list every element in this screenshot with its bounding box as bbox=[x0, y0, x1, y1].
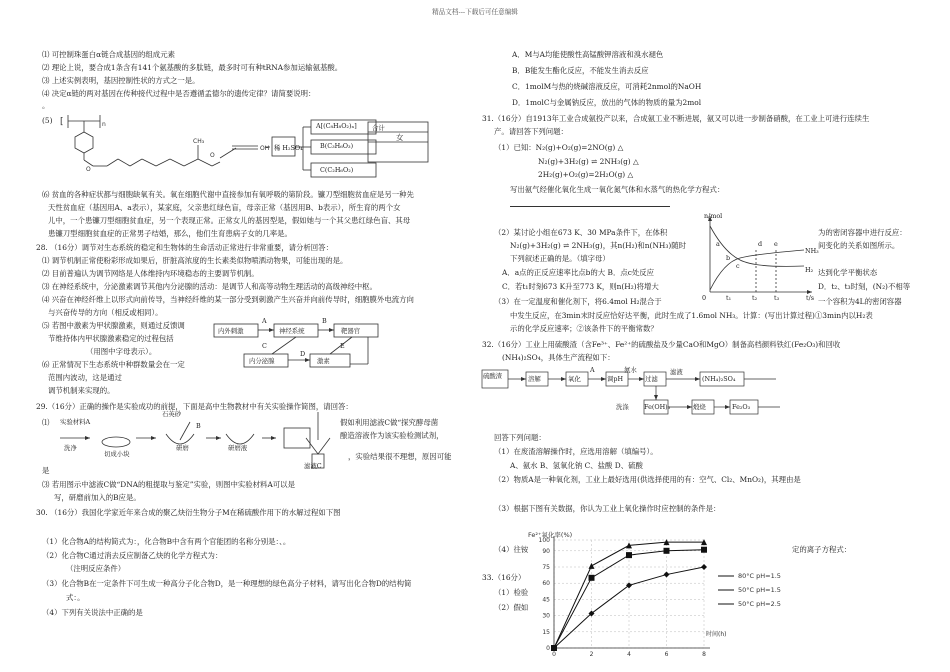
series-1-point-4 bbox=[701, 547, 707, 553]
flow-node-7: (NH₄)₂SO₄ bbox=[702, 375, 736, 383]
scheme-product-a: A[(C₈H₈O₂)ₙ] bbox=[316, 122, 357, 130]
scheme-product-b: B(C₃H₆O₃) bbox=[320, 142, 354, 150]
diagram-label-d: D bbox=[300, 350, 306, 358]
ammonia-graph bbox=[700, 212, 816, 304]
y-tick-label-2: 30 bbox=[542, 612, 550, 620]
series-line-2 bbox=[554, 567, 704, 648]
q32-1: （1）在废渣溶解操作时，应选用溶解（填编号）。 bbox=[494, 447, 658, 456]
q31-3a: （3）在一定温度和催化剂下，将6.4mol H₂混合于 bbox=[494, 297, 662, 306]
q31-2-opt-ab: A．a点的正反应速率比点b的大 B．点c处反应 bbox=[502, 268, 655, 277]
diagram-label-e: E bbox=[340, 342, 345, 350]
flow-reagent-a: A bbox=[590, 366, 595, 374]
q29-title: 29.（16分）正确的操作是实验成功的前提，下面是高中生物教材中有关实验操作简图，请回答： bbox=[36, 402, 353, 411]
q31-title: 31.（16分）自1913年工业合成氨投产以来，合成氨工业不断进展，氨又可以进一步制备硝酸，在工业上可进行连续生 bbox=[482, 114, 870, 123]
diagram-box-4: 内分泌腺 bbox=[249, 357, 275, 365]
flow-node-4: 调pH bbox=[607, 375, 624, 383]
series-1-point-2 bbox=[626, 552, 632, 558]
q31-1d: 写出氨气经催化氧化生成一氧化氮气体和水蒸气的热化学方程式： bbox=[510, 185, 725, 194]
x-tick-label-1: 2 bbox=[589, 651, 594, 658]
q32-4b: 定的离子方程式： bbox=[792, 545, 852, 554]
series-1-point-1 bbox=[589, 575, 595, 581]
q33-2: （2）假如 bbox=[494, 603, 529, 612]
y-tick-label-0: 0 bbox=[546, 645, 550, 652]
series-2-point-3 bbox=[664, 572, 670, 578]
fig-step1: 实验材料A bbox=[60, 418, 91, 426]
q28-2: ⑵ 目前普遍认为调节网络是人体维持内环境稳态的主要调节机制。 bbox=[42, 269, 259, 278]
q31-3b: 中发生反应，在3min末时反应恰好达平衡，此时生成了1.6mol NH₃。计算：(写出计算过程)①3min内以H₂表 bbox=[510, 311, 873, 320]
y-tick-label-4: 60 bbox=[542, 580, 550, 588]
q31-1b: N₂(g)+3H₂(g) ⇌ 2NH₃(g) △ bbox=[538, 157, 639, 166]
fig-step2: 切成小块 bbox=[104, 450, 130, 458]
graph-tick-t3: t₃ bbox=[774, 294, 780, 302]
q30-2: （2）化合物C通过消去反应制备乙炔的化学方程式为： bbox=[42, 551, 223, 560]
legend-label-0: 80°C pH=1.5 bbox=[738, 572, 781, 580]
flow-reagent-ammonia: 氨水 bbox=[624, 366, 637, 374]
graph-pt-a: a bbox=[716, 240, 720, 248]
q31-1a: （1）已知：N₂(g)+O₂(g)=2NO(g) △ bbox=[494, 143, 624, 152]
q27-line3: ⑶ 上述实例表明，基因控制性状的方式之一是。 bbox=[42, 76, 200, 85]
q28-4: ⑷ 兴奋在神经纤维上以形式向前传导，当神经纤维的某一部分受到刺激产生兴奋并向前传导时，细胞膜外电流方向 bbox=[42, 295, 414, 304]
q29-3b: 写，研磨前加入的B应是。 bbox=[54, 493, 141, 502]
y-tick-label-3: 45 bbox=[542, 596, 550, 604]
q29-1: ⑴ bbox=[42, 418, 50, 427]
q31-side2: 间变化的关系如图所示。 bbox=[818, 241, 900, 250]
graph-curve-h2: H₂ bbox=[805, 266, 814, 274]
flow-node-2: 溶解 bbox=[528, 375, 541, 383]
q29-side1: 假如利用滤液C做“探究酵母菌 bbox=[340, 418, 439, 427]
fig-step1b: 洗净 bbox=[64, 444, 77, 452]
q30-3: （3）化合物B在一定条件下可生成一种高分子化合物D，是一种理想的绿色高分子材料，请写出化合物D的结构简 bbox=[42, 579, 412, 588]
svg-text:CH₃: CH₃ bbox=[193, 138, 205, 145]
fig-step5: 滤液C bbox=[304, 462, 322, 470]
x-axis-label: 时间(h) bbox=[706, 631, 727, 638]
q32-3: （3）根据下图有关数据，你认为工业上氧化操作时应控制的条件是： bbox=[494, 504, 721, 513]
diagram-label-b: B bbox=[322, 317, 327, 325]
flow-node-9: 煅烧 bbox=[693, 403, 706, 411]
fig-step3b: 研磨 bbox=[176, 444, 189, 452]
q28-3: ⑶ 在神经系统中，分泌激素调节其他内分泌腺的活动：是调节人和高等动物生理活动的高级神经中枢。 bbox=[42, 282, 377, 291]
flow-node-11: 洗涤 bbox=[616, 403, 629, 411]
flow-node-3: 氧化 bbox=[568, 375, 581, 383]
q29-3: ⑶ 若用图示中滤液C做“DNA的粗提取与鉴定”实验，则图中实验材料A可以是 bbox=[42, 480, 295, 489]
q27-line4: ⑷ 决定α链的两对基因在传种接代过程中是否遵循孟德尔的遗传定律？请简要说明： bbox=[42, 89, 316, 98]
flow-node-6: 滤液 bbox=[670, 368, 683, 376]
q31-2b: N₂(g)+3H₂(g) ⇌ 2NH₃(g)，其n(H₂)和n(NH₃)随时 bbox=[510, 241, 686, 250]
y-tick-label-7: 100 bbox=[538, 537, 550, 544]
graph-curve-nh3: NH₃ bbox=[805, 247, 819, 255]
q32-title: 32.（16分）工业上用硫酸渣（含Fe³⁺、Fe²⁺的硫酸盐及少量CaO和MgO）制备高档颜料铁红(Fe₂O₃)和回收 bbox=[482, 340, 841, 349]
diagram-box-5: 激素 bbox=[317, 357, 330, 365]
q28-6: ⑹ 正常情况下生态系统中种群数量会在一定 bbox=[42, 360, 185, 369]
experiment-figure bbox=[56, 410, 336, 470]
q30-title: 30. （16分）我国化学家近年来合成的聚乙炔衍生物分子M在稀硫酸作用下的水解过程如下图 bbox=[36, 508, 341, 517]
legend-label-2: 50°C pH=2.5 bbox=[738, 600, 781, 608]
q27-p6-3: 儿中，一个患镰刀型细胞贫血症，另一个表现正常。正常女儿的基因型是，假如她与一个其父患红绿色盲、其母 bbox=[48, 216, 411, 225]
chart-title: Fe²⁺氧化率(%) bbox=[528, 531, 573, 539]
q31-1c: 2H₂(g)+O₂(g)=2H₂O(g) △ bbox=[538, 170, 634, 179]
series-2-point-4 bbox=[701, 564, 707, 570]
q31-side4: D．t₂、t₃时刻，(N₂)不相等 bbox=[818, 282, 911, 291]
legend-label-1: 50°C pH=1.5 bbox=[738, 586, 781, 594]
q30-opt-d: D．1molC与金属钠反应，放出的气体的物质的量为2mol bbox=[512, 98, 702, 107]
q30-2b: （注明反应条件） bbox=[66, 564, 126, 573]
q30-3b: 式：。 bbox=[66, 593, 85, 602]
q33-1: （1）检验 bbox=[494, 588, 529, 597]
graph-tick-t2: t₂ bbox=[752, 294, 758, 302]
q29-side3: ，实验结果很不理想，原因可能 bbox=[348, 452, 452, 461]
graph-pt-e: e bbox=[774, 240, 778, 248]
svg-text:O: O bbox=[86, 166, 91, 173]
graph-ylabel: n/mol bbox=[704, 212, 723, 220]
oxidation-rate-chart bbox=[520, 528, 800, 668]
q5-label: (5) bbox=[42, 116, 53, 125]
svg-text:[: [ bbox=[60, 117, 64, 127]
fig-step3: 石英砂 bbox=[162, 410, 182, 418]
q31-2-opt-c: C．若t₁时刻673 K升至773 K，则n(H₂)将增大 bbox=[502, 282, 659, 291]
flow-node-5: 过滤 bbox=[645, 375, 658, 383]
q32-2: （2）物质A是一种氧化剂，工业上最好选用(供选择使用的有：空气、Cl₂、MnO₂)，其理由是 bbox=[494, 475, 801, 484]
q27-p6-2: 天性贫血症（基因用A、a表示），某家庭，父亲患红绿色盲，母亲正常（基因用B、b表示），所生育的两个女 bbox=[48, 203, 401, 212]
q31-side3: 达到化学平衡状态 bbox=[818, 268, 878, 277]
q31-title2: 产。请回答下列问题： bbox=[494, 127, 568, 136]
graph-pt-d: d bbox=[758, 240, 763, 248]
q30-opt-b: B．B能发生酯化反应，不能发生消去反应 bbox=[512, 66, 649, 75]
q28-1: ⑴ 调节机制正常使粉彩形成如果后，肝脏高浓度的生长素类似物喷洒动物果，可能出现的是。 bbox=[42, 256, 348, 265]
diagram-box-2: 神经系统 bbox=[279, 327, 305, 335]
flow-node-10: Fe₂O₃ bbox=[732, 403, 751, 411]
q33-title: 33.（16分） bbox=[482, 573, 526, 582]
q28-5b: 节维持体内甲状腺激素稳定的过程包括 bbox=[48, 334, 174, 343]
q27-line2: ⑵ 理论上说，要合成1条含有141个氨基酸的多肽链，最多时可有种tRNA参加运输氨基酸。 bbox=[42, 63, 343, 72]
x-tick-label-4: 8 bbox=[702, 651, 706, 658]
q28-6c: 调节机制来实现的。 bbox=[48, 386, 115, 395]
table-head: 合计 bbox=[372, 124, 385, 132]
table-cell: 女 bbox=[396, 133, 404, 142]
q32-intro: 回答下列问题： bbox=[494, 433, 546, 442]
fig-b-label: B bbox=[196, 422, 201, 430]
q30-4: （4）下列有关说法中正确的是 bbox=[42, 608, 143, 617]
svg-text:OH: OH bbox=[260, 145, 270, 152]
graph-pt-c: c bbox=[736, 262, 740, 270]
q31-2c: 下列叙述正确的是。（填字母） bbox=[510, 254, 610, 263]
series-0-point-1 bbox=[589, 563, 595, 569]
q31-side5: 一个容积为4L的密闭容器 bbox=[818, 297, 902, 306]
diagram-box-1: 内外刺激 bbox=[218, 327, 244, 335]
x-tick-label-2: 4 bbox=[627, 651, 631, 658]
q30-opt-c: C．1molM与热的烧碱溶液反应，可消耗2nmol的NaOH bbox=[512, 82, 702, 91]
flow-node-8: Fe(OH)₃ bbox=[644, 403, 671, 411]
svg-text:n: n bbox=[102, 121, 106, 128]
diagram-label-c: C bbox=[262, 342, 267, 350]
diagram-box-3: 靶器官 bbox=[341, 327, 361, 335]
q30-opt-a: A．M与A均能使酸性高锰酸钾溶液和溴水褪色 bbox=[512, 50, 664, 59]
q32-4: （4）往铵 bbox=[494, 545, 529, 554]
polymer-structure bbox=[60, 110, 480, 190]
q31-2a: （2）某讨论小组在673 K、30 MPa条件下，在体积 bbox=[494, 228, 668, 237]
q32-1-opts: A、氨水 B、氢氧化钠 C、盐酸 D、硫酸 bbox=[510, 461, 643, 470]
q27-p6-4: 患镰刀型细胞贫血症的正常男子结婚，那么，他们生育患病子女的几率是。 bbox=[48, 229, 292, 238]
y-tick-label-1: 15 bbox=[542, 628, 550, 636]
q31-side1: 为的密闭容器中进行反应： bbox=[818, 228, 907, 237]
q27-line1: ⑴ 可控制珠蛋白α链合成基因的组成元素 bbox=[42, 50, 175, 59]
page-header: 精品文档---下载后可任意编辑 bbox=[432, 8, 518, 16]
x-tick-label-3: 6 bbox=[664, 651, 669, 658]
svg-text:O: O bbox=[210, 152, 215, 159]
q32-title2: (NH₄)₂SO₄，具体生产流程如下： bbox=[502, 353, 615, 362]
x-tick-label-0: 0 bbox=[552, 651, 556, 658]
q28-title: 28. （16分）调节对生态系统的稳定和生物体的生命活动正常进行非常重要，请分析回答： bbox=[36, 243, 333, 252]
diagram-label-a: A bbox=[262, 317, 267, 325]
q27-p6-1: ⑹ 贫血的各种症状都与细胞缺氧有关。氧在细胞代谢中直接参加有氧呼吸的第阶段。镰刀型细胞贫血症是另一种先 bbox=[42, 190, 414, 199]
q28-6b: 范围内波动，这是通过 bbox=[48, 373, 122, 382]
q29-side4: 是 bbox=[42, 466, 50, 475]
q29-side2: 酿造溶液作为该实验检测试剂， bbox=[340, 431, 444, 440]
series-1-point-3 bbox=[664, 548, 670, 554]
q28-4b: 与兴奋传导的方向（相反或相同）。 bbox=[48, 308, 163, 317]
q28-5: ⑸ 若图中激素为甲状腺激素，则通过反馈调 bbox=[42, 321, 185, 330]
q30-1: （1）化合物A的结构简式为：，化合物B中含有两个官能团的名称分别是：、。 bbox=[42, 537, 291, 546]
y-tick-label-6: 90 bbox=[542, 547, 550, 555]
graph-tick-t1: t₁ bbox=[726, 294, 732, 302]
y-tick-label-5: 75 bbox=[542, 564, 550, 571]
scheme-product-c: C(C₂H₆O₂) bbox=[320, 166, 354, 174]
flow-node-1: 硫酸渣 bbox=[483, 372, 503, 380]
q28-5c: （用图中字母表示）。 bbox=[86, 347, 157, 356]
graph-pt-b: b bbox=[726, 254, 731, 262]
fig-step4: 研磨液 bbox=[228, 444, 248, 452]
q31-3c: 示的化学反应速率；②该条件下的平衡常数？ bbox=[510, 324, 658, 333]
scheme-reagent: 稀 H₂SO₄ bbox=[274, 144, 303, 152]
graph-xlabel: t/s bbox=[806, 294, 815, 302]
graph-tick-0: 0 bbox=[702, 294, 707, 302]
